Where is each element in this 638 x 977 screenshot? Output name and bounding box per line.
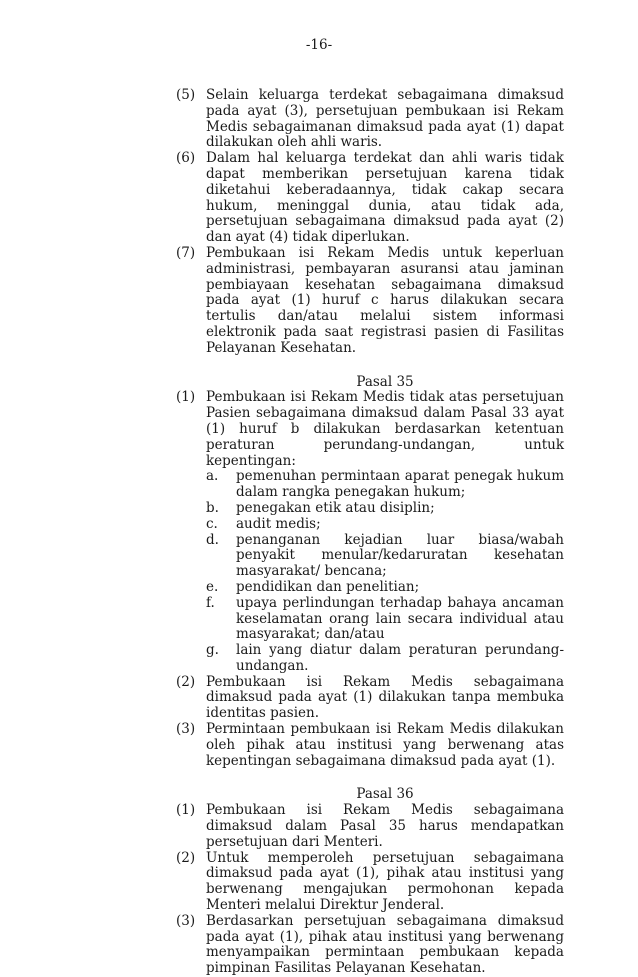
item-text: Berdasarkan persetujuan sebagaimana dimaksud pada ayat (1), pihak atau institusi yang berwenang menyampaikan permintaan pembukaan kepada pimpinan Fasilitas Pelayanan Kesehatan. xyxy=(206,912,564,977)
sublist-item xyxy=(206,580,564,596)
item-text: Selain keluarga terdekat sebagaimana dimaksud pada ayat (3), persetujuan pembukaan isi Rekam Medis sebagaimanan dimaksud pada ayat (1) dapat dilakukan oleh ahli waris. xyxy=(206,87,564,151)
sublist-item xyxy=(206,517,564,533)
pasal-35-heading: Pasal 35 xyxy=(356,373,414,390)
sub-letter: b. xyxy=(206,499,219,516)
sub-letter: d. xyxy=(206,531,219,548)
list-item xyxy=(176,151,564,246)
page-number: -16- xyxy=(305,37,333,53)
sublist-item xyxy=(206,533,564,580)
list-item xyxy=(176,803,564,850)
list-item xyxy=(176,246,564,357)
list-item xyxy=(176,390,564,469)
list-item xyxy=(176,722,564,769)
item-text: Pembukaan isi Rekam Medis sebagaimana dimaksud pada ayat (1) dilakukan tanpa membuka identitas pasien. xyxy=(206,673,564,722)
list-item xyxy=(176,851,564,914)
sub-letter: e. xyxy=(206,578,219,595)
item-text: Pembukaan isi Rekam Medis sebagaimana dimaksud dalam Pasal 35 harus mendapatkan persetujuan dari Menteri. xyxy=(206,802,564,850)
sublist-item xyxy=(206,469,564,501)
sub-text: pendidikan dan penelitian; xyxy=(236,578,420,595)
sub-letter: f. xyxy=(206,594,215,611)
sub-text: penegakan etik atau disiplin; xyxy=(236,499,435,516)
pasal-35-body xyxy=(176,390,564,769)
sub-letter: c. xyxy=(206,515,218,532)
sublist-item xyxy=(206,643,564,675)
sublist-item xyxy=(206,501,564,517)
sub-letter: g. xyxy=(206,642,219,659)
item-number: (1) xyxy=(176,389,196,406)
sublist-item xyxy=(206,596,564,643)
section-continued-items xyxy=(176,88,564,357)
list-item xyxy=(176,675,564,722)
lettered-sublist xyxy=(206,469,564,674)
item-text: Untuk memperoleh persetujuan sebagaimana dimaksud pada ayat (1), pihak atau institusi yang berwenang mengajukan permohonan kepada Menteri melalui Direktur Jenderal. xyxy=(206,849,564,914)
pasal-36-heading: Pasal 36 xyxy=(356,786,414,803)
list-item xyxy=(176,914,564,977)
item-number: (1) xyxy=(176,802,196,819)
item-number: (6) xyxy=(176,150,196,167)
item-text: Pembukaan isi Rekam Medis untuk keperluan administrasi, pembayaran asuransi atau jaminan pembiayaan kesehatan sebagaimana dimaksud pada ayat (1) huruf c harus dilakukan secara tertulis dan/atau melalui sistem informasi elektronik pada saat registrasi pasien di Fasilitas Pelayanan Kesehatan. xyxy=(206,244,564,356)
sub-letter: a. xyxy=(206,468,219,485)
sub-text: pemenuhan permintaan aparat penegak hukum dalam rangka penegakan hukum; xyxy=(236,468,564,501)
item-number: (3) xyxy=(176,912,196,929)
document-body xyxy=(176,88,564,977)
item-number: (5) xyxy=(176,87,196,103)
sub-text: penanganan kejadian luar biasa/wabah penyakit menular/kedaruratan kesehatan masyarakat/ bencana; xyxy=(236,531,564,580)
sub-text: audit medis; xyxy=(236,515,321,532)
list-item xyxy=(176,88,564,151)
item-number: (3) xyxy=(176,721,196,738)
item-text: Dalam hal keluarga terdekat dan ahli waris tidak dapat memberikan persetujuan karena tidak diketahui keberadaannya, tidak cakap secara hukum, meninggal dunia, atau tidak ada, persetujuan sebagaimana dimaksud pada ayat (2) dan ayat (4) tidak diperlukan. xyxy=(206,150,564,246)
pasal-36-body xyxy=(176,803,564,977)
sub-text: upaya perlindungan terhadap bahaya ancaman keselamatan orang lain secara individual atau masyarakat; dan/atau xyxy=(236,594,564,643)
item-number: (2) xyxy=(176,673,196,690)
item-number: (7) xyxy=(176,244,196,261)
item-text: Permintaan pembukaan isi Rekam Medis dilakukan oleh pihak atau institusi yang berwenang atas kepentingan sebagaimana dimaksud pada ayat (1). xyxy=(206,721,564,769)
item-number: (2) xyxy=(176,849,196,866)
item-text: Pembukaan isi Rekam Medis tidak atas persetujuan Pasien sebagaimana dimaksud dalam Pasal 33 ayat (1) huruf b dilakukan berdasarkan ketentuan peraturan perundang-undangan, untuk kepentingan: xyxy=(206,389,564,469)
sub-text: lain yang diatur dalam peraturan perundang-undangan. xyxy=(236,642,564,674)
